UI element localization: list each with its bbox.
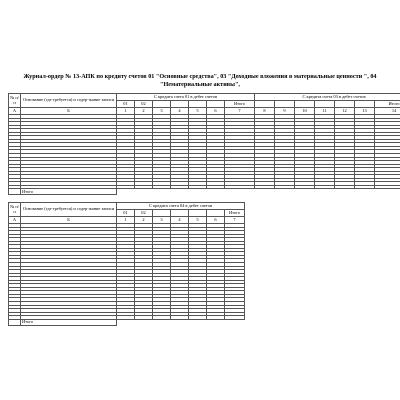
table1-index-cell: А [9, 108, 21, 115]
table1-header-group-01: С кредита счета 01 в дебет счетов [117, 94, 255, 101]
journal-table-account-04 [8, 202, 245, 326]
table2-index-cell: 5 [189, 217, 207, 224]
table1-index-cell: 12 [335, 108, 355, 115]
table2-index-cell: 2 [135, 217, 153, 224]
table1-header-group-03: С кредита счета 03 в дебет счетов [255, 94, 400, 101]
table1-footer-total: Итого [21, 189, 117, 195]
table2-subheader-empty [189, 210, 207, 217]
journal-title-line-1: Журнал-ордер № 13-АПК по кредиту счетов 01 "Основные средства", 03 "Доходные вложения в материальные ценности ", 04 [23, 73, 377, 80]
table2-header-basis: Основание (где требуется) и содер-жание записи [21, 203, 117, 217]
table1-index-cell: 4 [171, 108, 189, 115]
table2-header-number: № п/п [9, 203, 21, 217]
table1-index-cell: 11 [315, 108, 335, 115]
table1-footer-blank [117, 189, 400, 195]
table1-index-cell: 7 [225, 108, 255, 115]
table1-index-cell: 6 [207, 108, 225, 115]
table1-footer-empty [9, 189, 21, 195]
table1-subheader-02: 02 [135, 101, 153, 108]
table1-subheader-empty [255, 101, 275, 108]
table2-footer-empty [9, 319, 21, 325]
table2-index-cell: 7 [225, 217, 245, 224]
table1-index-cell: 9 [275, 108, 295, 115]
table1-index-cell: 2 [135, 108, 153, 115]
table1-index-cell: 13 [355, 108, 375, 115]
table1-subheader-empty [189, 101, 207, 108]
journal-title-line-2: "Нематериальные активы", [160, 80, 240, 88]
table2-index-cell: 4 [171, 217, 189, 224]
table2-subheader-empty [171, 210, 189, 217]
table1-index-cell: 5 [189, 108, 207, 115]
table2-subheader-empty [153, 210, 171, 217]
table1-subheader-empty [295, 101, 315, 108]
table1-footer-row [9, 189, 400, 195]
table2-subheader-01: 01 [117, 210, 135, 217]
table1-subheader-empty [275, 101, 295, 108]
table2-index-row [9, 217, 245, 224]
table2-index-cell: 1 [117, 217, 135, 224]
table1-subheader-empty [355, 101, 375, 108]
table2-subheader-empty [207, 210, 225, 217]
table2-subheader-02: 02 [135, 210, 153, 217]
journal-table-accounts-01-03 [8, 93, 400, 195]
table1-subheader-empty [153, 101, 171, 108]
table1-index-cell: 10 [295, 108, 315, 115]
table1-index-cell: 3 [153, 108, 171, 115]
table1-subheader-empty [335, 101, 355, 108]
table1-subheader-total-2: Итого [375, 101, 400, 108]
table1-index-row [9, 108, 400, 115]
table1-index-cell: 8 [255, 108, 275, 115]
table2-subheader-total: Итого [225, 210, 245, 217]
table1-header-basis: Основание (где требуется) и содер-жание записи [21, 94, 117, 108]
table1-index-cell: 14 [375, 108, 400, 115]
table1-subheader-empty [171, 101, 189, 108]
table2-index-cell: А [9, 217, 21, 224]
table2-footer-total: Итого [21, 319, 117, 325]
table1-header-number: № п/п [9, 94, 21, 108]
table2-entry-rows [9, 224, 245, 320]
journal-title [10, 73, 390, 88]
table2-index-cell: 6 [207, 217, 225, 224]
table1-subheader-01: 01 [117, 101, 135, 108]
table2-header-group-04: С кредита счета 04 в дебет счетов [117, 203, 245, 210]
table1-subheader-total-1: Итого [225, 101, 255, 108]
table2-header-row-1 [9, 203, 245, 210]
table1-subheader-empty [315, 101, 335, 108]
table2-footer-blank [117, 319, 245, 325]
table2-index-cell: Б [21, 217, 117, 224]
table1-entry-rows [9, 115, 400, 189]
table1-header-row-1 [9, 94, 400, 101]
table1-index-cell: 1 [117, 108, 135, 115]
table1-index-cell: Б [21, 108, 117, 115]
table2-footer-row [9, 319, 245, 325]
table2-index-cell: 3 [153, 217, 171, 224]
table1-subheader-empty [207, 101, 225, 108]
